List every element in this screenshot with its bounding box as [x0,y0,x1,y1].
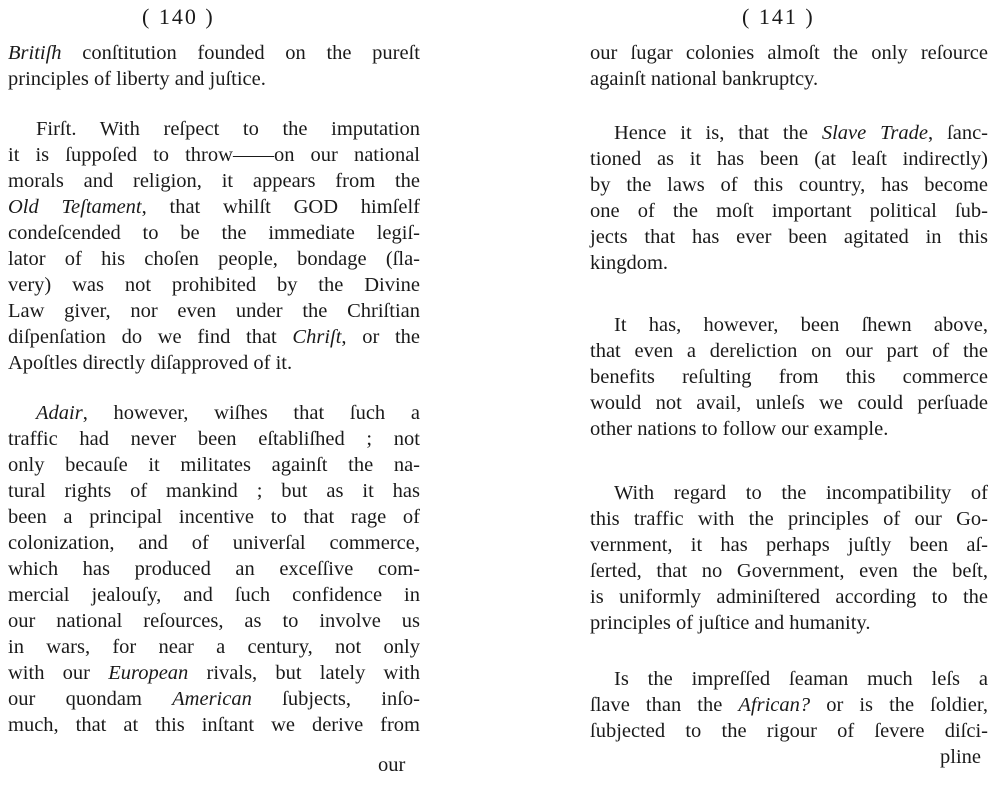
text-line [614,312,988,338]
text-line [8,220,420,246]
text-run: With regard to the incompatibility of [614,482,988,504]
text-line [8,608,420,634]
text-run: ſerted, that no Government, even the beſt, [590,560,988,582]
italic-text: Chriſt [292,326,342,348]
text-line [8,66,420,92]
text-line [8,530,420,556]
page-number: ( 140 ) [142,4,215,29]
text-line [8,194,420,220]
text-run: or is the ſoldier, [810,694,988,716]
text-run: tural rights of mankind ; but as it has [8,480,420,502]
text-run: morals and religion, it appears from the [8,170,420,192]
text-run: lator of his choſen people, bondage (ſla- [8,248,420,270]
catchword: our [378,754,406,776]
text-run: condeſcended to be the immediate legiſ- [8,222,420,244]
text-run: Firſt. With reſpect to the imputation [36,118,420,140]
text-line [8,350,420,376]
italic-text: Slave Trade [821,122,928,144]
text-line [8,168,420,194]
text-line [590,692,988,718]
text-line [8,324,420,350]
text-line [590,390,988,416]
text-run: ſlave than the [590,694,739,716]
text-line [590,172,988,198]
text-line [8,298,420,324]
italic-text: Britiſh [8,42,62,64]
text-line [590,610,988,636]
text-run: , or the [341,326,420,348]
text-line [590,364,988,390]
text-run: our quondam [8,688,173,710]
right-page [500,0,1000,790]
text-line [8,452,420,478]
text-run: Hence it is, that the [614,122,822,144]
text-run: againſt national bankruptcy. [590,68,819,90]
text-run: benefits reſulting from this commerce [590,366,988,388]
text-line [8,246,420,272]
text-line [8,556,420,582]
text-line [8,142,420,168]
text-run: principles of juſtice and humanity. [590,612,871,634]
text-run: which has produced an exceſſive com- [8,558,420,580]
text-run: this traffic with the principles of our Go- [590,508,988,530]
text-line [590,718,988,744]
text-line [590,532,988,558]
text-run: Law giver, nor even under the Chriſtian [8,300,420,322]
text-line [590,506,988,532]
text-run: other nations to follow our example. [590,418,889,440]
text-line [590,250,988,276]
italic-text: Old Teſtament [8,196,142,218]
text-run: mercial jealouſy, and ſuch confidence in [8,584,420,606]
text-run: tioned as it has been (at leaſt indirectly) [590,148,988,170]
text-run: Apoſtles directly diſapproved of it. [8,352,293,374]
text-line [8,660,420,686]
text-run: by the laws of this country, has become [590,174,988,196]
text-run: kingdom. [590,252,669,274]
text-line [590,198,988,224]
text-line [8,426,420,452]
text-run: one of the moſt important political ſub- [590,200,988,222]
text-run: diſpenſation do we find that [8,326,293,348]
text-run: , however, wiſhes that ſuch a [82,402,420,424]
text-run: Is the impreſſed ſeaman much leſs a [614,668,988,690]
text-run: colonization, and of univerſal commerce, [8,532,420,554]
text-run: only becauſe it militates againſt the na- [8,454,420,476]
text-line [614,480,988,506]
text-line [590,558,988,584]
text-line [590,224,988,250]
text-run: ſubjected to the rigour of ſevere diſci- [590,720,988,742]
text-run: our ſugar colonies almoſt the only reſource [590,42,988,64]
text-line [36,116,420,142]
text-line [8,634,420,660]
text-run: much, that at this inſtant we derive from [8,714,420,736]
text-run: rivals, but lately with [188,662,420,684]
text-line [590,146,988,172]
text-line [614,666,988,692]
text-run: , ſanc- [928,122,988,144]
text-run: traffic had never been eſtabliſhed ; not [8,428,420,450]
text-run: jects that has ever been agitated in this [590,226,988,248]
text-run: very) was not prohibited by the Divine [8,274,420,296]
italic-text: Adair [36,402,83,424]
text-run: is uniformly adminiſtered according to the [590,586,988,608]
text-line [8,712,420,738]
text-run: with our [8,662,109,684]
text-line [590,416,988,442]
text-run: It has, however, been ſhewn above, [614,314,988,336]
text-line [8,582,420,608]
text-run: that even a dereliction on our part of the [590,340,988,362]
catchword: pline [940,746,981,768]
text-run: would not avail, unleſs we could perſuade [590,392,988,414]
text-run: been a principal incentive to that rage of [8,506,420,528]
text-run: , that whilſt GOD himſelf [141,196,420,218]
text-line [8,40,420,66]
text-line [590,66,988,92]
text-run: our national reſources, as to involve us [8,610,420,632]
italic-text: African? [738,694,811,716]
italic-text: European [108,662,189,684]
text-run: principles of liberty and juſtice. [8,68,266,90]
text-line [590,584,988,610]
text-line [8,686,420,712]
page-number: ( 141 ) [742,4,815,29]
text-line [36,400,420,426]
text-line [8,504,420,530]
text-line [590,338,988,364]
text-line [8,478,420,504]
text-line [590,40,988,66]
text-run: it is ſuppoſed to throw——on our national [8,144,420,166]
text-run: vernment, it has perhaps juſtly been aſ- [590,534,988,556]
text-run: ſubjects, inſo- [251,688,420,710]
text-run: conſtitution founded on the pureſt [61,42,420,64]
text-line [8,272,420,298]
italic-text: American [172,688,252,710]
text-line [614,120,988,146]
text-run: in wars, for near a century, not only [8,636,420,658]
